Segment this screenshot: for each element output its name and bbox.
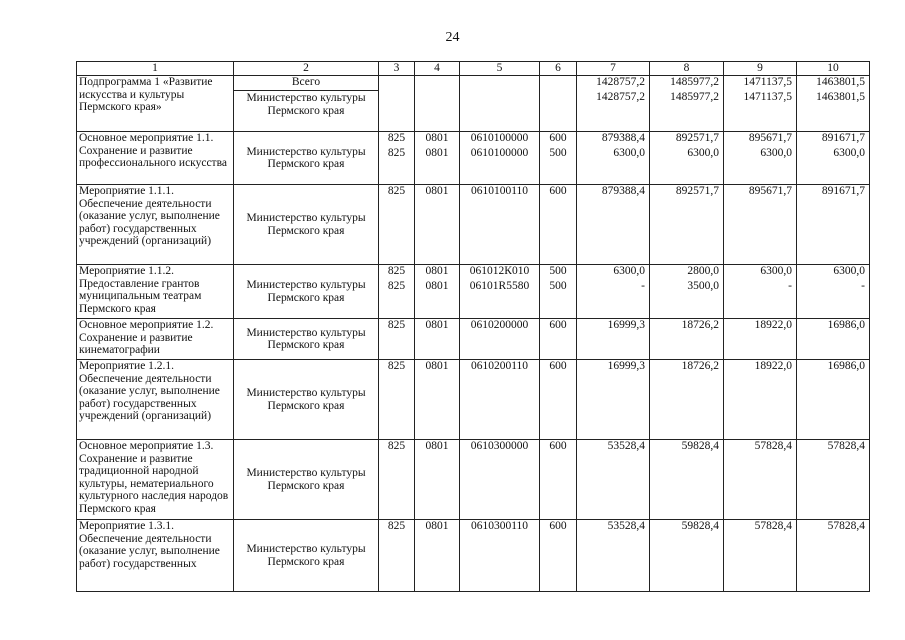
cell-c5 (460, 132, 540, 185)
column-header: 9 (724, 62, 797, 76)
cell-c3 (379, 76, 415, 132)
cell-c7 (577, 132, 650, 185)
cell-c5 (460, 185, 540, 265)
cell-c10 (797, 440, 870, 520)
cell-value: 6300,0 (760, 147, 792, 159)
cell-value: 825 (387, 319, 406, 331)
cell-value: 0801 (425, 185, 449, 197)
cell-c3 (379, 265, 415, 319)
cell-value: 825 (387, 185, 406, 197)
cell-value: 825 (387, 147, 406, 159)
cell-c10 (797, 520, 870, 592)
cell-value: 6300,0 (833, 265, 865, 277)
cell-value: 57828,4 (754, 520, 792, 532)
cell-value: 500 (549, 265, 567, 277)
cell-value: 0801 (425, 520, 449, 532)
cell-value: 0801 (425, 319, 449, 331)
cell-value: - (788, 280, 792, 292)
cell-c6 (540, 520, 577, 592)
responsible-cell (234, 360, 379, 440)
cell-value: 18922,0 (754, 319, 792, 331)
page-number: 24 (445, 30, 460, 45)
responsible-executor: Министерство культуры Пермского края (246, 92, 366, 117)
cell-value: 0610100000 (470, 132, 529, 144)
cell-value: 0801 (425, 280, 449, 292)
cell-value: 53528,4 (607, 440, 645, 452)
cell-value: 6300,0 (613, 147, 645, 159)
cell-c9 (724, 185, 797, 265)
cell-value: 53528,4 (607, 520, 645, 532)
cell-c9 (724, 319, 797, 360)
cell-value: 895671,7 (748, 185, 792, 197)
responsible-cell (234, 520, 379, 592)
cell-c10 (797, 360, 870, 440)
cell-c5 (460, 440, 540, 520)
cell-value (462, 76, 537, 89)
cell-value: 500 (549, 280, 567, 292)
cell-c4 (415, 360, 460, 440)
cell-value: - (641, 280, 645, 292)
cell-value: 1463801,5 (816, 76, 865, 88)
cell-c7 (577, 185, 650, 265)
cell-c6 (540, 132, 577, 185)
cell-c4 (415, 520, 460, 592)
cell-c6 (540, 265, 577, 319)
cell-c3 (379, 185, 415, 265)
cell-value (542, 91, 574, 104)
column-header: 2 (234, 62, 379, 76)
cell-c5 (460, 319, 540, 360)
column-header: 4 (415, 62, 460, 76)
cell-value: 825 (387, 265, 406, 277)
cell-value: 0801 (425, 132, 449, 144)
cell-c8 (650, 319, 724, 360)
cell-value: 1485977,2 (670, 76, 719, 88)
table-row (77, 265, 870, 319)
cell-value: 6300,0 (833, 147, 865, 159)
cell-value: 3500,0 (687, 280, 719, 292)
column-header: 1 (77, 62, 234, 76)
cell-value: 1428757,2 (596, 91, 645, 103)
cell-value (542, 76, 574, 89)
cell-c3 (379, 319, 415, 360)
cell-c3 (379, 132, 415, 185)
cell-value: - (861, 280, 865, 292)
cell-value: 6300,0 (760, 265, 792, 277)
cell-c3 (379, 440, 415, 520)
cell-c8 (650, 440, 724, 520)
activity-name: Мероприятие 1.1.2. Предоставление грантов муниципальным театрам Пермского края (77, 265, 234, 319)
cell-c4 (415, 265, 460, 319)
cell-value: 1471137,5 (743, 91, 792, 103)
cell-c9 (724, 265, 797, 319)
responsible-cell (234, 265, 379, 319)
cell-value: 1471137,5 (743, 76, 792, 88)
cell-value: 600 (549, 360, 567, 372)
cell-value: 1485977,2 (670, 91, 719, 103)
responsible-cell (234, 132, 379, 185)
cell-c8 (650, 360, 724, 440)
table-row (77, 132, 870, 185)
cell-value: 892571,7 (675, 185, 719, 197)
cell-value: 16999,3 (607, 360, 645, 372)
cell-value: 825 (387, 360, 406, 372)
cell-c10 (797, 132, 870, 185)
responsible-executor: Министерство культуры Пермского края (246, 387, 366, 412)
cell-value: 0801 (425, 360, 449, 372)
responsible-executor: Министерство культуры Пермского края (246, 212, 366, 237)
table-row (77, 520, 870, 592)
cell-value (417, 76, 457, 89)
table-row (77, 76, 870, 132)
activity-name: Мероприятие 1.1.1. Обеспечение деятельности (оказание услуг, выполнение работ) государственных учреждений (организаций) (77, 185, 234, 265)
table-row (77, 360, 870, 440)
activity-name: Мероприятие 1.3.1. Обеспечение деятельности (оказание услуг, выполнение работ) государственных (77, 520, 234, 592)
cell-value: 57828,4 (827, 440, 865, 452)
cell-c9 (724, 76, 797, 132)
cell-c8 (650, 520, 724, 592)
activity-name: Мероприятие 1.2.1. Обеспечение деятельности (оказание услуг, выполнение работ) государственных учреждений (организаций) (77, 360, 234, 440)
cell-value: 0801 (425, 265, 449, 277)
activity-name: Подпрограмма 1 «Развитие искусства и культуры Пермского края» (77, 76, 234, 132)
responsible-executor: Министерство культуры Пермского края (246, 543, 366, 568)
cell-value (462, 91, 537, 104)
responsible-cell (234, 185, 379, 265)
cell-c4 (415, 185, 460, 265)
cell-c4 (415, 76, 460, 132)
cell-value: 16986,0 (827, 360, 865, 372)
cell-c8 (650, 265, 724, 319)
table-row (77, 185, 870, 265)
cell-value: 6300,0 (687, 147, 719, 159)
cell-value: 0610300000 (470, 440, 529, 452)
cell-value: 0610100000 (470, 147, 529, 159)
cell-c3 (379, 520, 415, 592)
cell-value: 895671,7 (748, 132, 792, 144)
cell-value: 0610300110 (470, 520, 529, 532)
cell-value: 891671,7 (821, 185, 865, 197)
cell-value: 16999,3 (607, 319, 645, 331)
header-row (77, 62, 870, 76)
cell-c10 (797, 265, 870, 319)
cell-value: 0610200000 (470, 319, 529, 331)
table-row (77, 440, 870, 520)
cell-value: 825 (387, 132, 406, 144)
cell-c4 (415, 132, 460, 185)
responsible-cell (234, 76, 379, 132)
activity-name: Основное мероприятие 1.2. Сохранение и развитие кинематографии (77, 319, 234, 360)
cell-value: 06101R5580 (469, 280, 530, 292)
cell-value: 0610100110 (470, 185, 529, 197)
cell-c8 (650, 76, 724, 132)
cell-value: 1463801,5 (816, 91, 865, 103)
column-header: 3 (379, 62, 415, 76)
cell-c6 (540, 319, 577, 360)
column-header: 5 (460, 62, 540, 76)
cell-c3 (379, 360, 415, 440)
cell-value: 0801 (425, 440, 449, 452)
responsible-cell (234, 440, 379, 520)
cell-value: 879388,4 (601, 185, 645, 197)
cell-c6 (540, 440, 577, 520)
cell-value (381, 91, 412, 104)
cell-c5 (460, 360, 540, 440)
cell-value: 57828,4 (754, 440, 792, 452)
cell-c7 (577, 520, 650, 592)
cell-value: 16986,0 (827, 319, 865, 331)
activity-name: Основное мероприятие 1.3. Сохранение и развитие традиционной народной культуры, нематериального культурного наследия народов Пермского края (77, 440, 234, 520)
cell-c5 (460, 520, 540, 592)
responsible-executor: Министерство культуры Пермского края (246, 279, 366, 304)
cell-value: 0610200110 (470, 360, 529, 372)
cell-value: 500 (549, 147, 567, 159)
responsible-executor: Министерство культуры Пермского края (246, 467, 366, 492)
cell-c9 (724, 132, 797, 185)
cell-c5 (460, 76, 540, 132)
cell-value: 18726,2 (681, 360, 719, 372)
cell-c6 (540, 76, 577, 132)
cell-value: 825 (387, 280, 406, 292)
cell-value: 18726,2 (681, 319, 719, 331)
cell-c7 (577, 319, 650, 360)
cell-value: 18922,0 (754, 360, 792, 372)
total-label: Всего (234, 76, 378, 91)
cell-value: 1428757,2 (596, 76, 645, 88)
cell-c10 (797, 319, 870, 360)
cell-value: 061012К010 (469, 265, 530, 277)
cell-value: 891671,7 (821, 132, 865, 144)
cell-c9 (724, 440, 797, 520)
responsible-executor: Министерство культуры Пермского края (246, 145, 366, 170)
cell-c10 (797, 76, 870, 132)
cell-value: 6300,0 (613, 265, 645, 277)
cell-c4 (415, 319, 460, 360)
cell-c7 (577, 360, 650, 440)
budget-table (76, 61, 870, 592)
responsible-cell (234, 319, 379, 360)
cell-value: 892571,7 (675, 132, 719, 144)
cell-c9 (724, 360, 797, 440)
cell-c9 (724, 520, 797, 592)
cell-value: 2800,0 (687, 265, 719, 277)
column-header: 10 (797, 62, 870, 76)
cell-value: 879388,4 (601, 132, 645, 144)
cell-value: 600 (549, 319, 567, 331)
cell-c8 (650, 132, 724, 185)
cell-c7 (577, 440, 650, 520)
cell-value: 600 (549, 185, 567, 197)
table-row (77, 319, 870, 360)
cell-c4 (415, 440, 460, 520)
cell-c8 (650, 185, 724, 265)
cell-value (381, 76, 412, 89)
column-header: 6 (540, 62, 577, 76)
cell-value (417, 91, 457, 104)
cell-c6 (540, 360, 577, 440)
responsible-executor: Министерство культуры Пермского края (246, 326, 366, 351)
cell-value: 600 (549, 520, 567, 532)
cell-value: 600 (549, 440, 567, 452)
activity-name: Основное мероприятие 1.1. Сохранение и развитие профессионального искусства (77, 132, 234, 185)
cell-value: 825 (387, 520, 406, 532)
cell-c7 (577, 265, 650, 319)
cell-c10 (797, 185, 870, 265)
column-header: 8 (650, 62, 724, 76)
cell-value: 59828,4 (681, 520, 719, 532)
cell-c6 (540, 185, 577, 265)
cell-value: 57828,4 (827, 520, 865, 532)
column-header: 7 (577, 62, 650, 76)
cell-value: 0801 (425, 147, 449, 159)
cell-c5 (460, 265, 540, 319)
cell-value: 600 (549, 132, 567, 144)
cell-value: 825 (387, 440, 406, 452)
cell-value: 59828,4 (681, 440, 719, 452)
cell-c7 (577, 76, 650, 132)
